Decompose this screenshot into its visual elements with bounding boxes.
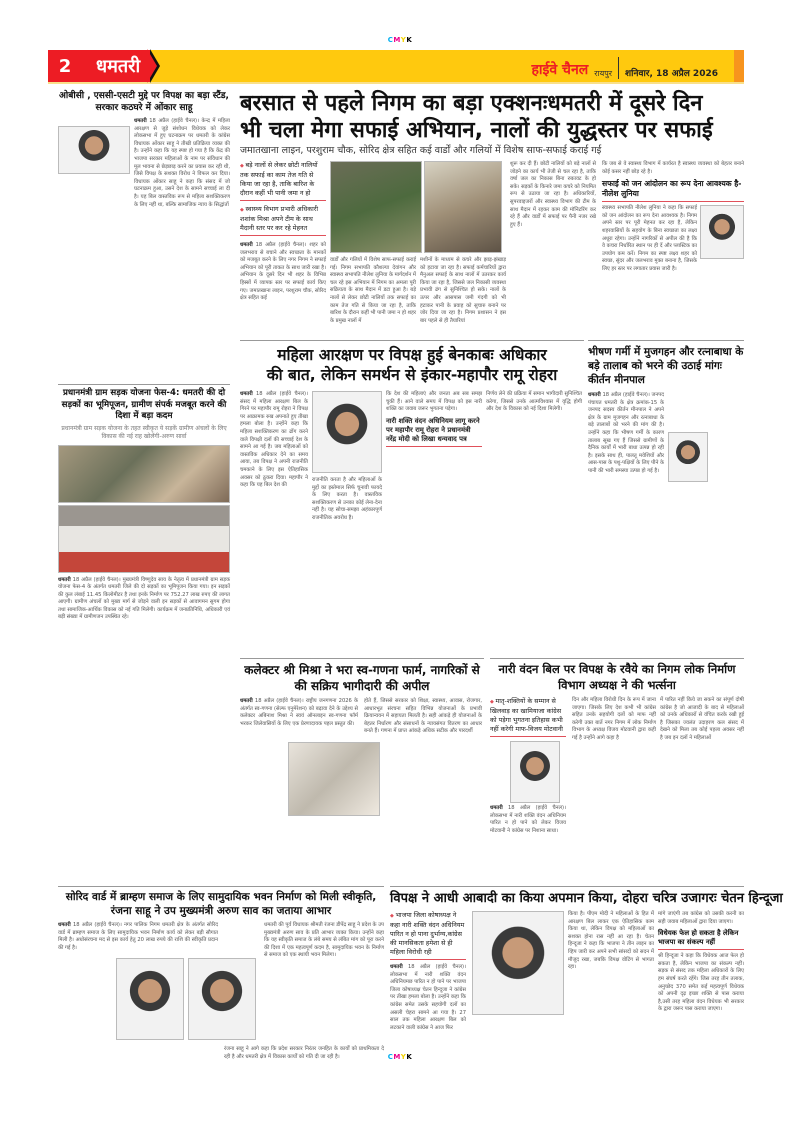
headline: सोरिद वार्ड में ब्राम्हण समाज के लिए सामुदायिक भवन निर्माण को मिली स्वीकृति, रंजना साहू ने उप मुख्यमंत्री अरुण साव का जताया आभार [65,891,377,917]
headline-line-1: बरसात से पहले निगम का बड़ा एक्शनःधमतरी में दूसरे दिन [240,91,703,116]
photo-collector [288,742,380,816]
photo-mayor [312,391,382,473]
photo-cleanup-1 [330,161,422,253]
photo-chetan-hinduja [472,911,564,1015]
photo-cleanup-2 [424,161,502,253]
body-text: शुरू कर दी हैं। छोटी नालियों को बड़े नालों से जोड़ने का कार्य भी तेजी से चल रहा है, ताकि वर्षा जल का निकास बिना रुकावट के हो सके। सड़कों के किनारे जमा कचरे को नियमित रूप से उठाया जा रहा है। अधिकारियों, सुपरवाइजरों और स्वास्थ्य विभाग की टीम के साथ मैदान में रहकर काम की मॉनिटरिंग कर रहे हैं और वार्डों में सफाई पर पैनी नजर रखे हुए हैं। [510,161,596,228]
body-text: दिन और महिला विरोधी दिन के रूप में जाना जाएगा। जिसके लिए देश कभी भी कांग्रेस सहित उनके सहयोगी दलों को माफ नहीं करेगी उक्त बातें नगर निगम में लोक निर्माण विभाग के अध्यक्ष विजय मोटवानी द्वारा कही गई है उन्होंने आगे कहा है [572,697,656,741]
body-text: मांगे जाएंगी तब कांग्रेस को उसकी करनी का सही जवाब महिलाओं द्वारा दिया जाएगा। [658,911,744,925]
masthead [48,50,744,84]
subhead: जमातखाना लाइन, परशुराम चौक, सोरिद क्षेत्र सहित कई वार्डों और गलियों में विशेष साफ-सफाई कराई गई [240,145,602,156]
page-number: 2 [58,55,72,77]
body-text: धमतरी की पूर्व विधायक श्रीमती रंजना डीपेंद्र साहू ने प्रदेश के उप मुख्यमंत्री अरुण साव के प्रति आभार व्यक्त किया। उन्होंने कहा कि यह स्वीकृति समाज के लंबे समय से लंबित मांग को पूरा करने की दिशा में एक महत्वपूर्ण कदम है, सामुदायिक भवन के निर्माण से समाज को एक स्थायी भवन मिलेगा। [264,922,384,959]
headline: कलेक्टर श्री मिश्रा ने भरा स्व-गणना फार्म, नागरिकों से की सक्रिय भागीदारी की अपील [244,663,480,693]
body-text: राजनीति करता है और महिलाओं के मुद्दों का इस्तेमाल सिर्फ चुनावी फायदे के लिए करता है। वास्तविक सशक्तिकरण से उनका कोई लेना-देना नहीं है। यह सोचा-समझा अहंकारपूर्ण राजनीतिक अवरोध है। [312,477,382,521]
body-text: 18 अप्रैल (हाईवे चैनल)। संसद में महिला आरक्षण बिल के गिरने पर महापौर रामू रोहरा ने विपक्ष पर आक्रामक रुख अपनाते हुए तीखा हमला बोला है। उन्होंने कहा कि महिला सशक्तिकरण का ढोंग करने वाले विपक्षी दलों की सच्चाई देश के सामने आ गई है। जब महिलाओं को वास्तविक अधिकार देने का समय आया, तब विपक्ष ने अपनी राजनीति चमकाने के लिए इस ऐतिहासिक अवसर को ठुकरा दिया। महापौर ने कहा कि यह बिल देश की [240,391,309,489]
section-name: धमतरी [96,56,141,77]
dateline: धमतरी [240,698,253,704]
photo-ranjana-sahu [188,958,256,1040]
headline: विपक्ष ने आधी आबादी का किया अपमान किया, दोहरा चरित्र उजागरः चेतन हिन्दूजा [390,891,783,906]
dateline: धमतरी [58,576,71,583]
pullquote: नारी शक्ति वंदन अधिनियम लागू करने पर महापौर रामू रोहरा ने प्रधानमंत्री नरेंद्र मोदी को लिखा धन्यवाद पत्र [386,417,482,447]
article-pmgsy [58,384,230,622]
body-text: में पारित नहीं किये जा सकने का संपूर्ण दोषी कांग्रेस है जो आजादी के बाद से महिलाओं को उनके अधिकारों से वंचित करके रखी हुई है जिसका ज्वलंत उदाहरण कल संसद में देखने को मिला तब कोई पहला अवसर नहीं है जब इन दलों ने महिलाओं [660,697,744,741]
sidebar-headline: सफाई को जन आंदोलन का रूप देना आवश्यक है-नीलेश लुनिया [602,179,744,202]
headline-line-1: महिला आरक्षण पर विपक्ष हुई बेनकाबः अधिकार [277,346,547,364]
body-text: 18 अप्रैल (हाईवे चैनल)। केन्द्र में महिला आरक्षण से जुड़े संशोधन विधेयक को लेकर लोकसभा में हुए घटनाक्रम पर धमतरी के कांग्रेस विधायक ओंकार साहू ने तीखी प्रतिक्रिया व्यक्त की है। उन्होंने कहा कि यह स्पष्ट हो गया है कि केंद्र की भाजपा सरकार महिलाओं के नाम पर संविधान की मूल भावना से छेड़छाड़ करने का प्रयास कर रही थी, जिसे विपक्ष के सशक्त विरोध ने विफल कर दिया। विधायक ओंकार साहू ने कहा कि संसद में जो घटनाक्रम हुआ, उसने देश के सामने सच्चाई ला दी है। यह बिल वास्तविक रूप से महिला सशक्तिकरण के लिए नहीं था, बल्कि सामाजिक न्याय के सिद्धांतों [134,118,230,208]
dateline: धमतरी [134,118,147,124]
body-text: किया है। पीएम मोदी ने महिलाओं के हित में आरक्षण बिल लाकर एक ऐतिहासिक काम किया था, लेकिन विपक्ष को महिलाओं का सशक्त होना रास नहीं आ रहा है। चेतन हिन्दूजा ने कहा कि भाजपा ने तीन लाइन का व्हिप जारी कर अपने सभी सांसदों को सदन में मौजूद रखा, जबकि विपक्ष वोटिंग से भागता रहा। [568,911,654,971]
article-sorid [58,886,384,1092]
body-text: 18 अप्रैल (हाईवे चैनल)। राष्ट्रीय जनगणना 2026 के अंतर्गत स्व-गणना (सेल्फ एनुमेरेशन) को बढ़ावा देने के उद्देश्य से कलेक्टर अबिनाश मिश्रा ने स्वयं ऑनलाइन स्व-गणना फॉर्म भरकर जिलेवासियों के लिए एक प्रेरणादायक पहल प्रस्तुत की। [240,698,358,727]
body-text: कि देश की महिलाएं और जनता अब सब समझ चुकी हैं। आने वाले समय में विपक्ष को इस नारी शक्ति का जवाब जरूर भुगतना पड़ेगा। [386,391,482,413]
dateline: धमतरी [490,805,503,811]
body-text: रंजना साहू ने आगे कहा कि प्रदेश सरकार निरंतर जनहित के कार्यों को प्राथमिकता दे रही है और धमतरी क्षेत्र में विकास कार्यों को गति दी जा रही है। [224,1046,384,1060]
brand-logo: हाईवे चैनल [531,62,589,78]
subhead: प्रधानमंत्री ग्राम सड़क योजना के तहत स्वीकृत ये सड़कें ग्रामीण अंचलों के लिए विकास की नई राह खोलेंगी-अरुण सार्वा [61,424,227,440]
photo-group [58,505,230,573]
brand-city: रायपुर [594,69,613,78]
headline: ओबीसी , एससी-एसटी मुद्दे पर विपक्ष का बड़ा स्टैंड, सरकार कठघरे में ओंकार साहू [59,91,229,113]
dateline: धमतरी [390,964,403,970]
issue-date: शनिवार, 18 अप्रैल 2026 [625,69,718,79]
bullet-point: ◆ बड़े नालों से लेकर छोटी नालियों तक सफाई का काम तेज गति से किया जा रहा है, ताकि बारिश के दौरान कहीं भी पानी जमा न हो [240,161,326,201]
photo-politicians [58,126,130,174]
dateline: धमतरी [588,392,601,398]
body-text: 18 अप्रैल (हाईवे चैनल)। शहर को जलभराव से बचाने और स्वच्छता के मानकों को मजबूत करने के लिए नगर निगम ने सफाई अभियान को पूरी ताकत के साथ जारी रखा है। अभियान के दूसरे दिन भी शहर के विभिन्न हिस्सों में व्यापक स्तर पर सफाई कार्य किए गए। जमातखाना लाइन, परशुराम चौक, सोरिद क्षेत्र सहित कई [240,242,326,302]
body-text: श्री हिन्दूजा ने कहा कि विधेयक आज फेल हो सकता है, लेकिन भाजपा का संकल्प नहीं। सड़क से संसद तक महिला अधिकारों के लिए हम संघर्ष करते रहेंगे। जिस तरह तीन तलाक, अनुच्छेद 370 समेत कई महत्वपूर्ण विधेयक को अपनी दृढ़ इच्छा शक्ति से पास कराया है,उसी तरह महिला वंदन विधेयक भी सरकार के द्वारा जरूर पास कराया जाएगा। [658,953,744,1013]
bullet-point: ◆ मातृ-शक्तियों के सम्मान से खिलवाड़ का खामियाजा कांग्रेस को पड़ेगा भुगतना इतिहास कभी नहीं करेगी माफ-विजय मोटवानी [490,697,566,737]
headline-line-2: की बात, लेकिन समर्थन से इंकार-महापौर रामू रोहरा [266,366,558,384]
article-mayor [240,340,584,621]
body-text: 18 अप्रैल (हाईवे चैनल)। लोकसभा में नारी शक्ति वंदन अधिनियम पारित न हो पाने को लेकर विजय मोटवानी ने कांग्रेस पर निशाना साधा। [490,805,567,834]
body-text: मशीनों के माध्यम से कचरे और झाड़-झंखाड़ को हटाया जा रहा है। सफाई कर्मचारियों द्वारा मैनुअल सफाई के साथ नालों में उतरकर कार्य किया जा रहा है, जिससे जल निकासी व्यवस्था प्रभावी ढंग से सुनिश्चित हो सके। नालों के ऊपर और आसपास जमी गंदगी को भी हटाकर पानी के प्रवाह को सुचारु बनाने पर जोर दिया जा रहा है। निगम प्रशासन ने इस बार पहले से ही तैयारियां [420,257,506,324]
photo-nilesh-lunia [700,205,744,259]
article-main [240,90,744,341]
headline-line-2: भी चला मेगा सफाई अभियान, नालों की युद्धस्तर पर सफाई [240,118,713,143]
body-text: 18 अप्रैल (हाईवे चैनल)। जनपद पंचायत धमतरी के क्षेत्र क्रमांक-15 के जनपद सदस्य कीर्तन मीनपाल ने अपने क्षेत्र के ग्राम मुजगहन और रत्नाबाधा के बड़े तालाबों को भरने की मांग की है। उन्होंने कहा कि भीषण गर्मी के कारण तालाब सूख गए हैं जिससे ग्रामीणों के दैनिक कार्यों में भारी बाधा उत्पन्न हो रही है। इसके साथ ही, पालतू मवेशियों और आस-पास के पशु-पक्षियों के लिए पीने के पानी की भारी समस्या उत्पन्न हो गई है। [588,392,664,474]
dateline: धमतरी [58,922,71,928]
article-obc [58,90,230,209]
headline: प्रधानमंत्री ग्राम सड़क योजना फेस-4: धमतरी की दो सड़कों का भूमिपूजन, ग्रामीण संपर्क मजबूत करने की दिशा में बड़ा कदम [61,388,227,421]
photo-bhoomipujan [58,445,230,503]
headline: नारी वंदन बिल पर विपक्ष के रवैये का निगम लोक निर्माण विभाग अध्यक्ष ने की भर्त्सना [498,662,736,692]
photo-vijay-motwani [510,741,560,803]
body-text: 18 अप्रैल (हाईवे चैनल)। नगर पालिक निगम धमतरी क्षेत्र के अंतर्गत सोरिद वार्ड में ब्राम्हण समाज के लिए सामुदायिक भवन निर्माण कार्य को लेकर बड़ी सौगात मिली है। अधोसंरचना मद से इस कार्य हेतु 20 लाख रुपये की राशि की स्वीकृति प्रदान की गई है। [58,922,218,951]
subhead: विधेयक फेल हो सकता है लेकिन भाजपा का संकल्प नहीं [658,929,744,950]
body-text: 18 अप्रैल (हाईवे चैनल)। मुख्यमंत्री विष्णुदेव साय के नेतृत्व में प्रधानमंत्री ग्राम सड़क योजना फेस-4 के अंतर्गत धमतरी जिले की दो सड़कों का भूमिपूजन किया गया। इन सड़कों की कुल लंबाई 11.45 किलोमीटर है तथा इनके निर्माण पर 752.27 लाख रुपए की लागत आएगी। ग्रामीण अंचलों को मुख्य मार्ग से जोड़ने वाली इन सड़कों से आवागमन सुगम होगा तथा सामाजिक-आर्थिक विकास को नई गति मिलेगी। कार्यक्रम में जनप्रतिनिधि, अधिकारी एवं बड़ी संख्या में ग्रामीणजन उपस्थित रहे। [58,576,230,621]
body-text: होते हैं, जिससे सरकार को शिक्षा, स्वास्थ्य, आवास, रोजगार, आधारभूत संरचना सहित विभिन्न योजनाओं के प्रभावी क्रियान्वयन में सहायता मिलती है। सही आंकड़े ही योजनाओं के बेहतर निर्धारण और संसाधनों के न्यायसंगत वितरण का आधार बनते हैं। गणना में प्राप्त आंकड़े अधिक सटीक और पारदर्शी [364,698,482,735]
masthead-accent [734,50,744,82]
body-text: कि जब से वे स्वास्थ्य विभाग में कार्यरत है स्वास्थ्य व्यवस्था को बेहतर बनाने कोई कसर नहीं छोड़ रहे है। [602,161,744,175]
print-registration-top: CMYK [387,36,413,44]
body-text: स्वास्थ्य सभापति नीलेश लुनिया ने कहा कि सफाई को जन आंदोलन का रूप देना आवश्यक है। निगम अपने स्तर पर पूरी मेहनत कर रहा है, लेकिन शहरवासियों के सहयोग के बिना स्वच्छता का लक्ष्य अधूरा रहेगा। उन्होंने नागरिकों से अपील की है कि वे कचरा निर्धारित स्थान पर ही दें और प्लास्टिक का उपयोग कम करें। निगम का स्पष्ट लक्ष्य शहर को स्वच्छ, सुंदर और जलभराव मुक्त बनाना है, जिसके लिए हर स्तर पर लगातार प्रयास जारी है। [602,205,697,272]
section-tab [48,50,150,82]
body-text: वार्डों और गलियों में विशेष साफ-सफाई कराई गई। निगम सभापति कौशल्या देवांगन और स्वास्थ्य सभापति नीलेश लुनिया के मार्गदर्शन में चल रहे इस अभियान में निगम का अमला पूरी सक्रियता के साथ मैदान में डटा हुआ है। बड़े नालों से लेकर छोटी नालियों तक सफाई का काम तेज गति से किया जा रहा है, ताकि बारिश के दौरान कहीं भी पानी जमा न हो शहर के प्रमुख नालों में [330,257,416,324]
dateline: धमतरी [240,242,253,248]
photo-arun-sao [116,958,184,1040]
article-nari-vandan [490,658,744,917]
article-kirtan [588,340,744,482]
photo-kirtan-meenpal [668,432,708,482]
print-registration-bottom: CMYK [387,1053,413,1061]
article-collector [240,658,484,908]
dateline: धमतरी [240,391,253,397]
body-text: निर्णय लेने की प्रक्रिया में समान भागीदारी सुनिश्चित करेगा, जिससे उनके आत्मविश्वास में वृद्धि होगी और देश के विकास को नई दिशा मिलेगी। [486,391,582,413]
bullet-point: ◆ भाजपा जिला कोषाध्यक्ष ने कहा नारी शक्ति वंदन अधिनियम पारित न हो पाना दुर्भाग्य,कांग्रेस की मानसिकता हमेशा से ही महिला विरोधी रही [390,911,466,960]
chevron-right-icon [150,49,160,83]
bullet-point: ◆ स्वास्थ्य विभाग प्रभारी अधिकारी शशांक मिश्रा अपने टीम के साथ मैदानी स्तर पर कर रहे मेहनत [240,205,326,236]
body-text: 18 अप्रैल (हाईवे चैनल)। लोकसभा में नारी शक्ति वंदन अधिनियमछ पारित न हो पाने पर भाजपा जिला कोषाध्यक्ष चेतन हिन्दूजा ने कांग्रेस पर तीखा हमला बोला है। उन्होंने कहा कि कांग्रेस समेत उसके सहयोगी दलों का असली चेहरा सामने आ गया है। 27 साल तक महिला आरक्षण बिल को लटकाने वाली कांग्रेस ने आज फिर [390,964,467,1031]
headline: भीषण गर्मी में मुजगहन और रत्नाबाधा के बड़े तालाब को भरने की उठाई मांगः कीर्तन मीनपाल [588,346,744,386]
divider [618,57,619,79]
